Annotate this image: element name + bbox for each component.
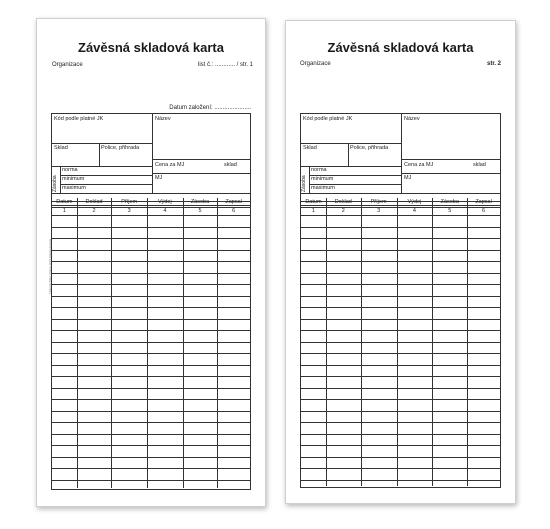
column-header-1: Datum	[305, 199, 322, 205]
column-header-5: Zásoba	[190, 199, 210, 205]
form-side-note: Tiskopis číslo: Optys 1234 skladová karta	[48, 238, 52, 294]
unit-label: MJ	[404, 175, 412, 181]
column-number-1: 1	[311, 207, 315, 214]
warehouse-price-label: sklad	[224, 162, 237, 168]
maximum-label: maximum	[62, 185, 86, 191]
code-label: Kód podle platné JK	[54, 116, 104, 122]
column-header-6: Zapsal	[225, 199, 242, 205]
name-label: Název	[404, 116, 420, 122]
column-number-2: 2	[92, 207, 96, 214]
header-grid	[51, 113, 251, 206]
shelf-label: Police, přihrada	[350, 145, 389, 151]
price-label: Cena za MJ	[404, 162, 434, 168]
column-header-4: Výdej	[157, 199, 172, 205]
column-header-2: Doklad	[334, 199, 352, 205]
ledger-table	[51, 198, 251, 490]
unit-label: MJ	[155, 175, 163, 181]
page-reference: str. 2	[486, 61, 501, 67]
column-header-3: Příjem	[370, 199, 387, 205]
shelf-label: Police, přihrada	[101, 145, 140, 151]
column-number-4: 4	[412, 207, 416, 214]
column-number-5: 5	[448, 207, 452, 214]
column-number-3: 3	[127, 207, 131, 214]
name-label: Název	[155, 116, 171, 122]
column-header-4: Výdej	[407, 199, 422, 205]
warehouse-price-label: sklad	[473, 162, 486, 168]
minimum-label: minimum	[311, 176, 334, 182]
column-number-5: 5	[198, 207, 202, 214]
column-header-3: Příjem	[121, 199, 138, 205]
stock-vertical-label: Zásoba	[52, 175, 58, 192]
stock-card-page-2	[285, 20, 516, 504]
warehouse-label: Sklad	[303, 145, 317, 151]
warehouse-label: Sklad	[54, 145, 68, 151]
column-number-4: 4	[163, 207, 167, 214]
price-label: Cena za MJ	[155, 162, 185, 168]
card-title: Závěsná skladová karta	[78, 40, 224, 55]
column-header-5: Zásoba	[440, 199, 459, 205]
norm-label: norma	[311, 167, 327, 173]
column-number-3: 3	[377, 207, 381, 214]
page-reference: list č.: ............ / str. 1	[197, 62, 253, 68]
column-number-1: 1	[62, 207, 66, 214]
stock-card-page-1	[36, 18, 266, 507]
column-header-2: Doklad	[85, 199, 103, 205]
maximum-label: maximum	[311, 185, 335, 191]
column-number-6: 6	[232, 207, 236, 214]
organization-label: Organizace	[300, 61, 331, 67]
card-title: Závěsná skladová karta	[327, 40, 474, 55]
header-grid	[300, 113, 501, 206]
column-number-6: 6	[482, 207, 486, 214]
column-header-6: Zapsal	[475, 199, 492, 205]
organization-label: Organizace	[52, 62, 83, 68]
column-number-2: 2	[341, 207, 345, 214]
creation-date-label: Datum založení: ......................	[169, 105, 251, 111]
column-header-1: Datum	[56, 199, 73, 205]
stock-vertical-label: Zásoba	[301, 175, 307, 192]
norm-label: norma	[62, 167, 78, 173]
ledger-table	[300, 198, 501, 488]
code-label: Kód podle platné JK	[303, 116, 353, 122]
minimum-label: minimum	[62, 176, 85, 182]
